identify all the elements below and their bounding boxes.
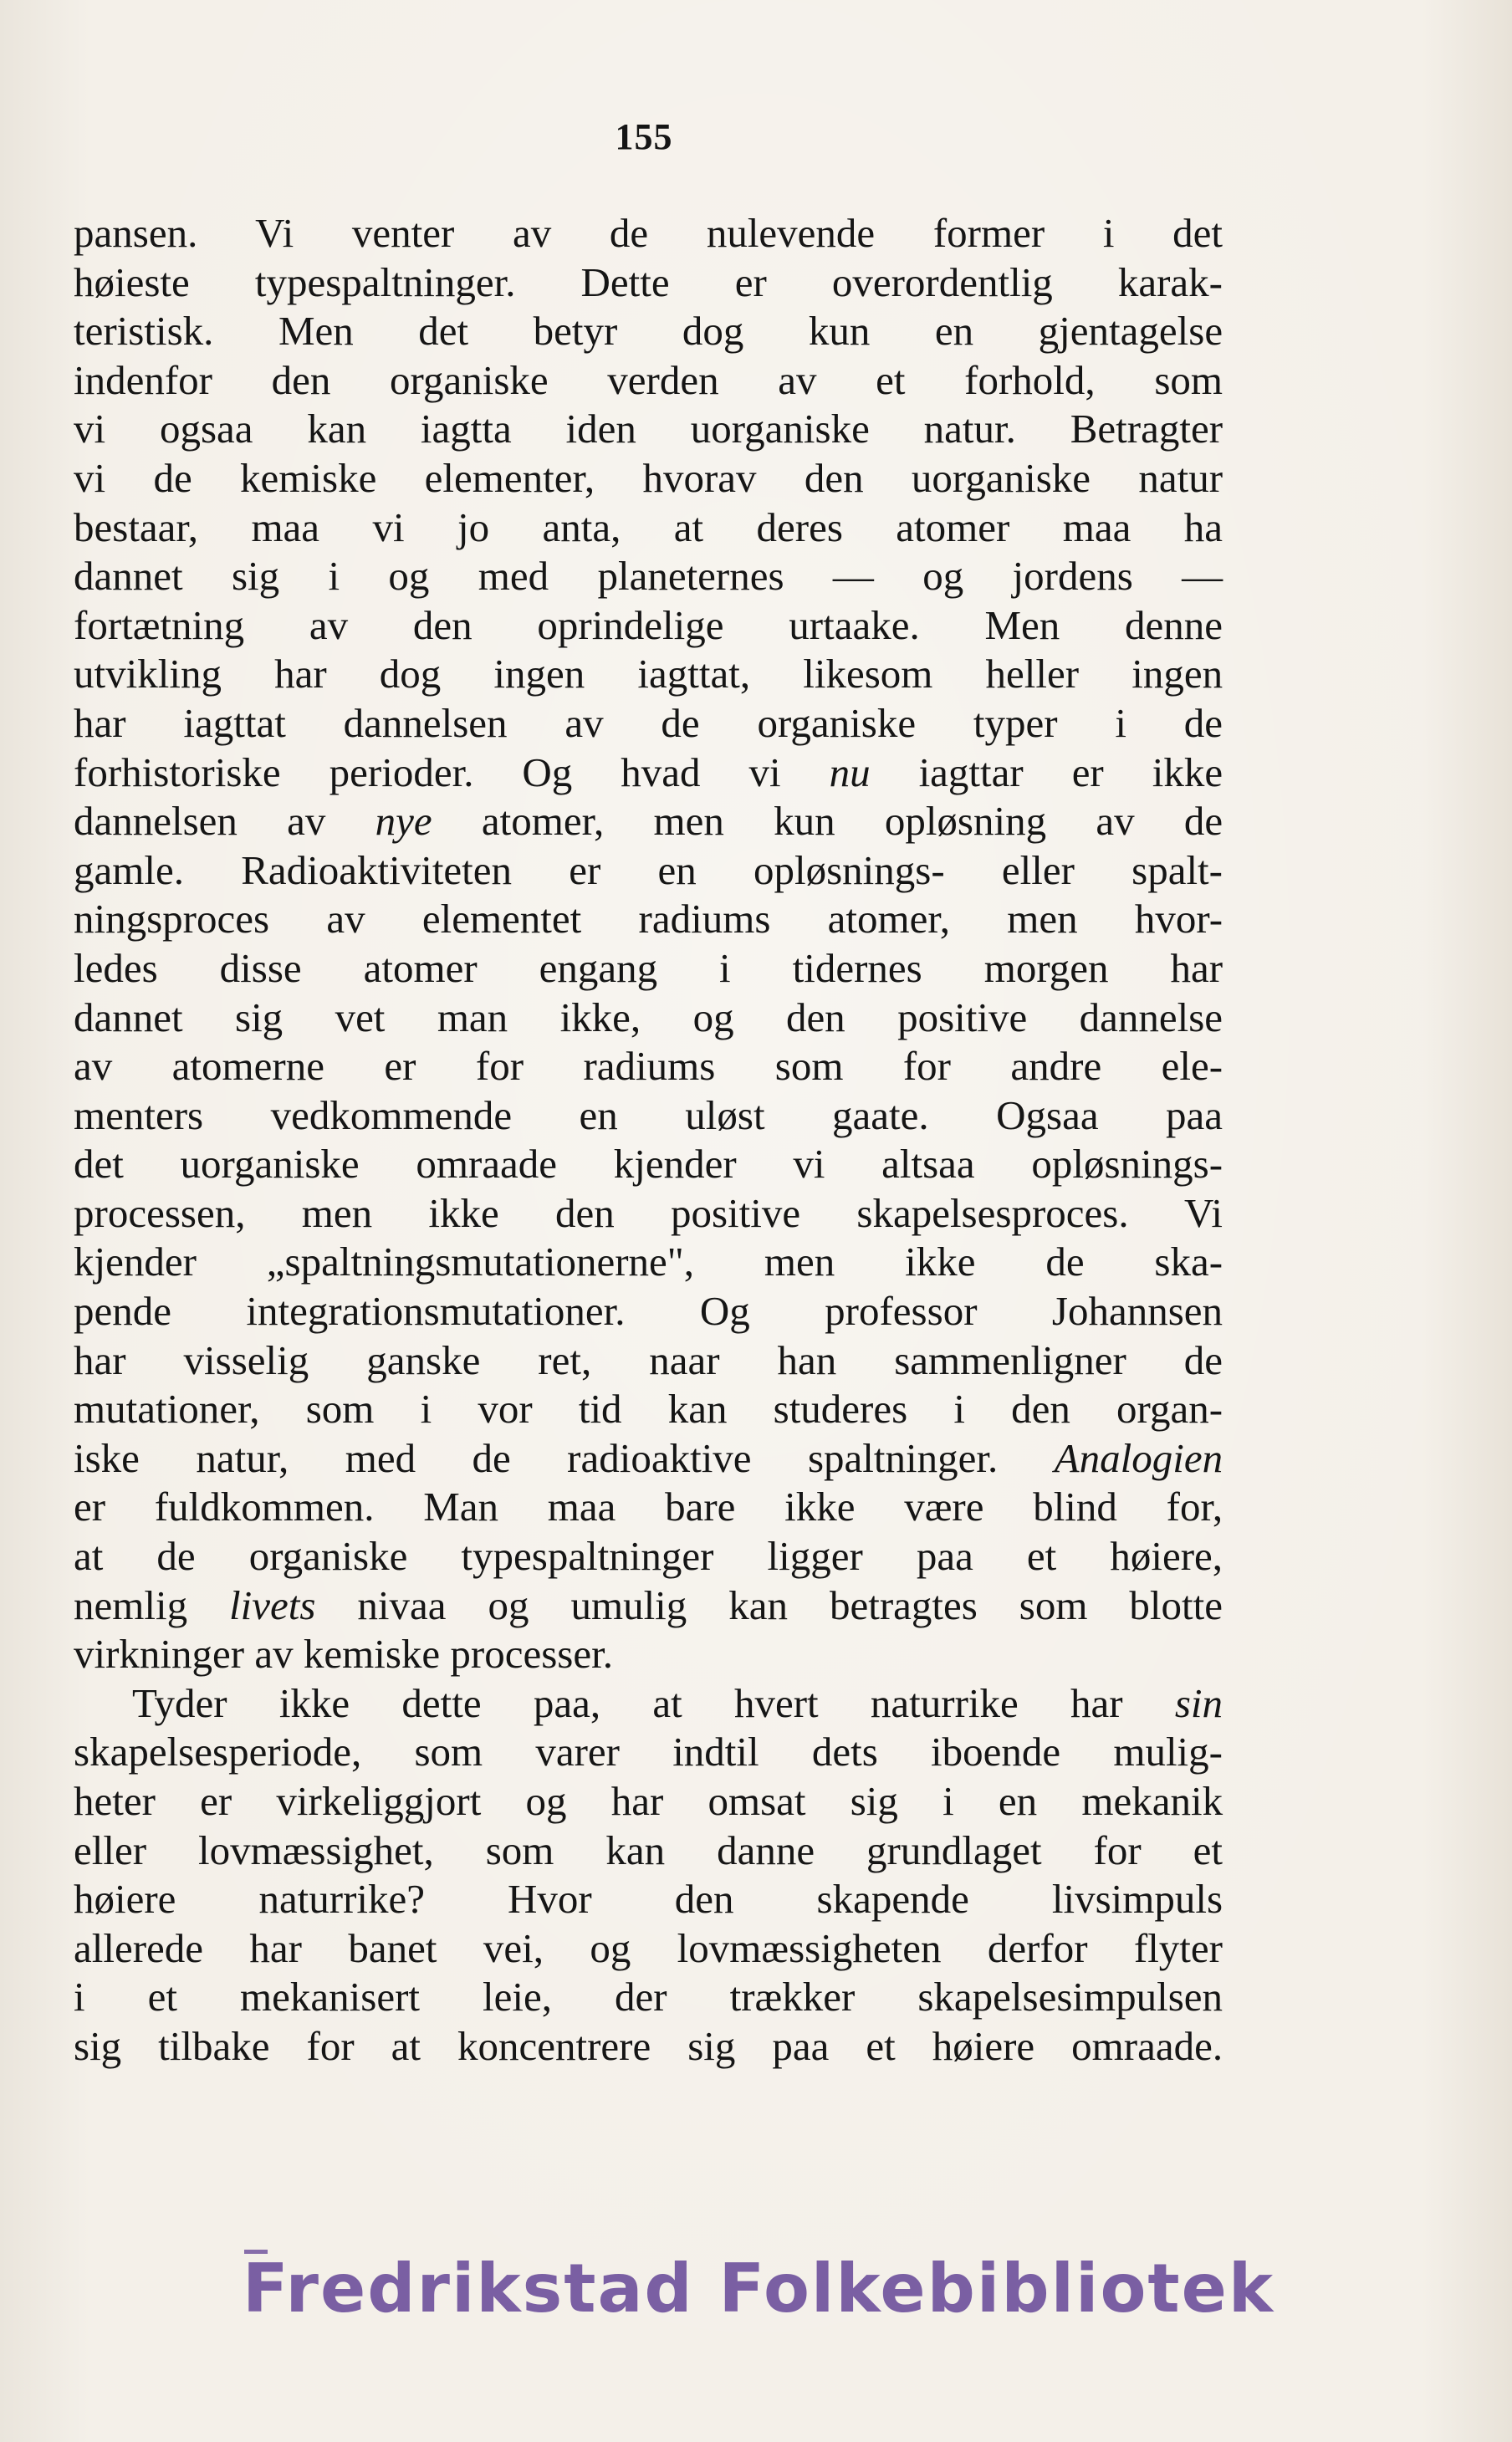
body-text — [74, 209, 1223, 2072]
text-line: har visselig ganske ret, naar han sammenligner de — [74, 1336, 1223, 1383]
text-line: kjender „spaltningsmutationerne", men ikke de ska- — [74, 1239, 1223, 1285]
text-line: det uorganiske omraade kjender vi altsaa opløsnings- — [74, 1141, 1223, 1188]
emphasized-word: Analogien — [1054, 1434, 1223, 1481]
text-line: eller lovmæssighet, som kan danne grundlaget for et — [74, 1826, 1223, 1873]
text-line: allerede har banet vei, og lovmæssigheten derfor flyter — [74, 1924, 1223, 1971]
text-line: pende integrationsmutationer. Og professor Johannsen — [74, 1288, 1223, 1335]
page-number: 155 — [615, 116, 673, 157]
text-line: at de organiske typespaltninger ligger paa et høiere, — [74, 1533, 1223, 1580]
text-line: bestaar, maa vi jo anta, at deres atomer maa ha — [74, 503, 1223, 550]
text-line: vi ogsaa kan iagtta iden uorganiske natur. Betragter — [74, 406, 1223, 452]
text-line: ningsproces av elementet radiums atomer, men hvor- — [74, 896, 1223, 943]
text-line: i et mekanisert leie, der trækker skapelsesimpulsen — [74, 1974, 1223, 2021]
text-line: Tyder ikke dette paa, at hvert naturrike har sin — [132, 1679, 1223, 1726]
library-stamp: Fredrikstad Folkebibliotek — [243, 2250, 1275, 2327]
text-line: er fuldkommen. Man maa bare ikke være blind for, — [74, 1484, 1223, 1530]
text-line: høieste typespaltninger. Dette er overordentlig karak- — [74, 258, 1223, 305]
text-line: pansen. Vi venter av de nulevende former i det — [74, 210, 1223, 256]
text-line: gamle. Radioaktiviteten er en opløsnings- eller spalt- — [74, 846, 1223, 893]
text-line: av atomerne er for radiums som for andre ele- — [74, 1043, 1223, 1090]
text-line: iske natur, med de radioaktive spaltninger. Analogien — [74, 1434, 1223, 1481]
text-line: indenfor den organiske verden av et forhold, som — [74, 356, 1223, 403]
text-line: vi de kemiske elementer, hvorav den uorganiske natur — [74, 454, 1223, 501]
text-line: nemlig livets nivaa og umulig kan betragtes som blotte — [74, 1581, 1223, 1628]
text-line: utvikling har dog ingen iagttat, likesom heller ingen — [74, 651, 1223, 697]
text-line: virkninger av kemiske processer. — [74, 1631, 613, 1678]
text-line: høiere naturrike? Hvor den skapende livsimpuls — [74, 1876, 1223, 1923]
emphasized-word: nye — [375, 798, 432, 845]
text-line: teristisk. Men det betyr dog kun en gjentagelse — [74, 308, 1223, 355]
text-line: dannelsen av nye atomer, men kun opløsning av de — [74, 798, 1223, 845]
text-line: sig tilbake for at koncentrere sig paa et høiere omraade. — [74, 2022, 1223, 2069]
emphasized-word: sin — [1174, 1679, 1223, 1726]
text-line: dannet sig vet man ikke, og den positive dannelse — [74, 994, 1223, 1040]
text-line: fortætning av den oprindelige urtaake. Men denne — [74, 601, 1223, 648]
text-line: heter er virkeliggjort og har omsat sig i en mekanik — [74, 1778, 1223, 1824]
text-line: har iagttat dannelsen av de organiske typer i de — [74, 699, 1223, 746]
text-line: dannet sig i og med planeternes — og jordens — — [74, 553, 1223, 600]
text-line: mutationer, som i vor tid kan studeres i den organ- — [74, 1386, 1223, 1433]
emphasized-word: nu — [829, 748, 871, 795]
text-line: menters vedkommende en uløst gaate. Ogsaa paa — [74, 1091, 1223, 1138]
text-line: skapelsesperiode, som varer indtil dets iboende mulig- — [74, 1729, 1223, 1775]
text-line: ledes disse atomer engang i tidernes morgen har — [74, 944, 1223, 991]
text-line: forhistoriske perioder. Og hvad vi nu iagttar er ikke — [74, 748, 1223, 795]
emphasized-word: livets — [229, 1581, 316, 1628]
text-line: processen, men ikke den positive skapelsesproces. Vi — [74, 1189, 1223, 1236]
